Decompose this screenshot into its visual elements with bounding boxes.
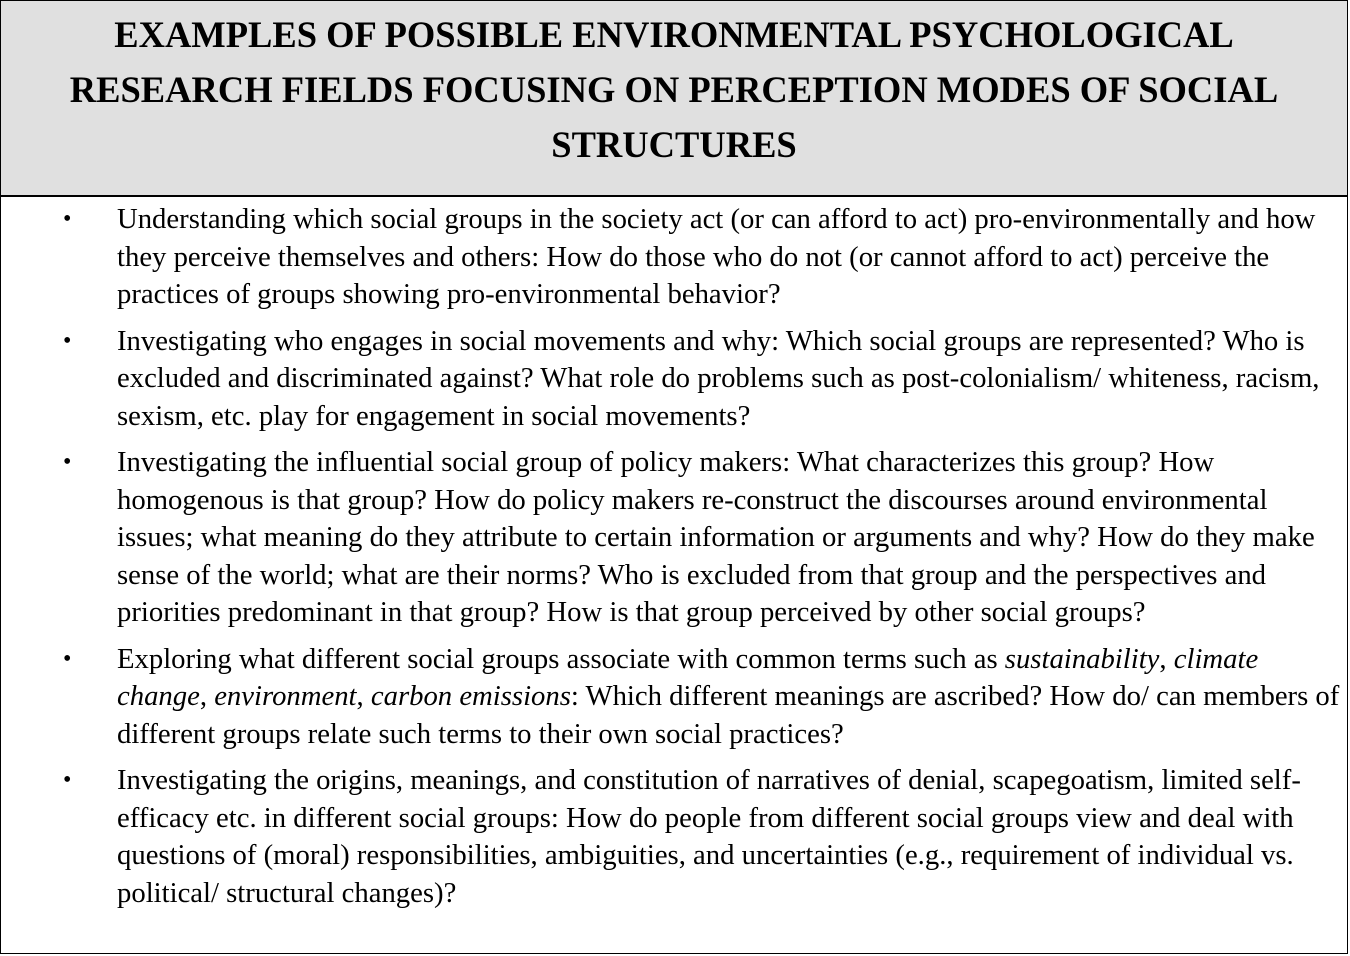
table-header (1, 1, 1347, 197)
bullet-icon: • (63, 645, 72, 672)
table-title: EXAMPLES OF POSSIBLE ENVIRONMENTAL PSYCHOLOGICAL RESEARCH FIELDS FOCUSING ON PERCEPTION MODES OF SOCIAL STRUCTURES (69, 14, 1279, 165)
text-segment: , (1159, 642, 1174, 675)
text-segment: , (356, 680, 371, 712)
bullet-icon: • (63, 767, 72, 793)
italic-term: climate change (117, 642, 1259, 712)
list-item-text: Investigating the origins, meanings, and constitution of narratives of denial, scapegoatism, limited self-efficacy etc. in different social groups: How do people from different social groups view and deal with questions of (moral) responsibilities, ambiguities, and uncertainties (e.g., requirement of individual vs. political/ structural changes)? (117, 764, 1301, 909)
list-item (1, 201, 1347, 314)
research-field-list (1, 201, 1347, 912)
text-segment: Exploring what different social groups associate with common terms such as (117, 642, 1005, 675)
italic-term: environment (214, 680, 357, 712)
list-item (1, 641, 1347, 754)
list-item-text: Investigating who engages in social movements and why: Which social groups are represented? Who is excluded and discriminated against? What role do problems such as post-colonialism/ whiteness, racism, sexism, etc. play for engagement in social movements? (117, 324, 1320, 432)
list-item-text: Investigating the influential social group of policy makers: What characterizes this group? How homogenous is that group? How do policy makers re-construct the discourses around environmental issues; what meaning do they attribute to certain information or arguments and why? How do they make sense of the world; what are their norms? Who is excluded from that group and the perspectives and priorities predominant in that group? How is that group perceived by other social groups? (117, 446, 1315, 628)
list-item-text (117, 643, 1339, 750)
list-item (1, 323, 1347, 436)
bullet-icon: • (63, 327, 72, 354)
list-item-text: Understanding which social groups in the society act (or can afford to act) pro-environmentally and how they perceive themselves and others: How do those who do not (or cannot afford to act) perceive the practices of groups showing pro-environmental behavior? (117, 203, 1316, 310)
italic-term: carbon emissions (370, 680, 571, 712)
italic-term: sustainability (1004, 642, 1160, 675)
table-body (1, 197, 1347, 912)
text-segment: , (199, 680, 215, 712)
bullet-icon: • (63, 206, 72, 232)
list-item (1, 444, 1347, 632)
text-segment: : Which different meanings are ascribed? How do/ can members of different groups relate such terms to their own social practices? (117, 680, 1340, 750)
list-item (1, 762, 1347, 912)
bullet-icon: • (63, 449, 72, 475)
